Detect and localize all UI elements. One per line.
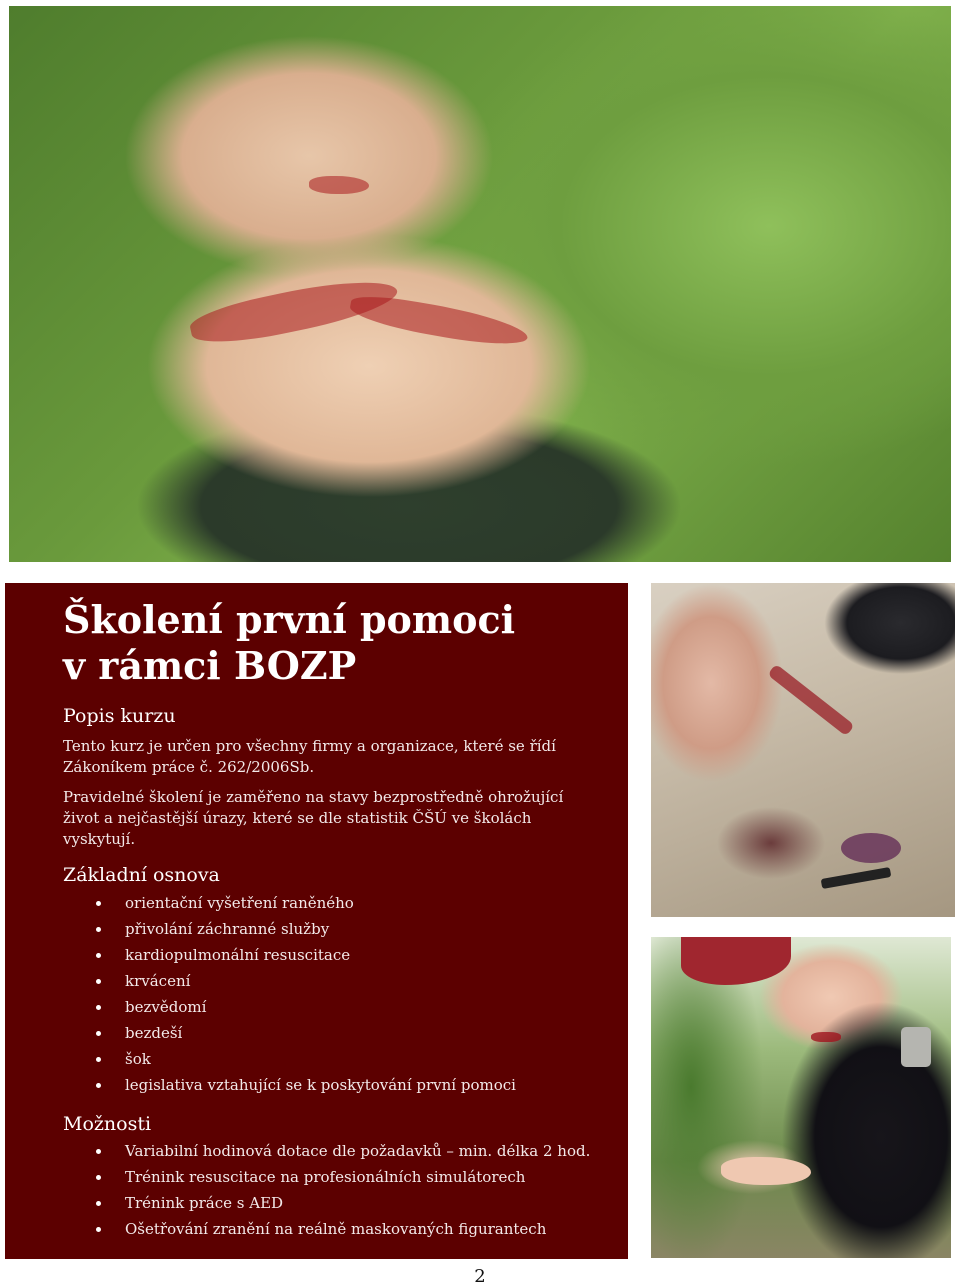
list-item-text: Trénink práce s AED [125,1194,284,1212]
text-line: život a nejčastější úrazy, které se dle statistik ČŠÚ ve školách [63,809,532,827]
bullet-icon [96,1005,101,1010]
list-item [63,890,516,916]
text-line: vyskytují. [63,830,136,848]
blood-mark [309,176,369,194]
text-line: Zákoníkem práce č. 262/2006Sb. [63,758,315,776]
page-number: 2 [474,1266,486,1287]
watch [901,1027,931,1067]
list-item [63,1020,516,1046]
popis-paragraph-1 [63,736,583,778]
bullet-icon [96,1201,101,1206]
list-item-text: krvácení [125,972,191,990]
bullet-icon [96,1083,101,1088]
bullet-icon [96,979,101,984]
bullet-icon [96,927,101,932]
text-line: Tento kurz je určen pro všechny firmy a organizace, které se řídí [63,737,556,755]
bullet-icon [96,1149,101,1154]
list-item-text: Variabilní hodinová dotace dle požadavků – min. délka 2 hod. [125,1142,591,1160]
list-item-text: Trénink resuscitace na profesionálních simulátorech [125,1168,526,1186]
injured-woman-photo [651,937,951,1258]
list-item [63,1046,516,1072]
list-item [63,968,516,994]
blood-mark [767,664,854,737]
list-item [63,1190,590,1216]
list-item-text: legislativa vztahující se k poskytování první pomoci [125,1076,516,1094]
list-item-text: přivolání záchranné služby [125,920,330,938]
hand [721,1157,811,1185]
list-item [63,1216,590,1242]
moznosti-list [63,1138,590,1242]
popis-heading: Popis kurzu [63,705,176,727]
bullet-icon [96,1031,101,1036]
list-item-text: bezvědomí [125,998,207,1016]
popis-paragraph-2 [63,787,583,850]
osnova-list [63,890,516,1098]
list-item [63,1164,590,1190]
bullet-icon [96,953,101,958]
course-panel [5,583,628,1259]
knife [821,867,892,889]
list-item [63,1138,590,1164]
bullet-icon [96,901,101,906]
list-item [63,1072,516,1098]
list-item [63,994,516,1020]
red-hair [681,937,791,985]
text-line: Pravidelné školení je zaměřeno na stavy bezprostředně ohrožující [63,788,564,806]
list-item [63,916,516,942]
wound-training-photo [651,583,955,917]
osnova-heading: Základní osnova [63,864,220,886]
blood-mark [348,291,530,352]
title-line-1: Školení první pomoci [63,597,516,642]
blood-stain [841,833,901,863]
course-title [63,597,515,689]
list-item-text: orientační vyšetření raněného [125,894,354,912]
bullet-icon [96,1227,101,1232]
list-item [63,942,516,968]
blood-mark [811,1032,841,1042]
list-item-text: bezdeší [125,1024,183,1042]
hero-photo [9,6,951,562]
bullet-icon [96,1175,101,1180]
list-item-text: Ošetřování zranění na reálně maskovaných figurantech [125,1220,547,1238]
bullet-icon [96,1057,101,1062]
list-item-text: šok [125,1050,151,1068]
moznosti-heading: Možnosti [63,1113,152,1135]
list-item-text: kardiopulmonální resuscitace [125,946,351,964]
title-line-2: v rámci BOZP [63,643,357,688]
